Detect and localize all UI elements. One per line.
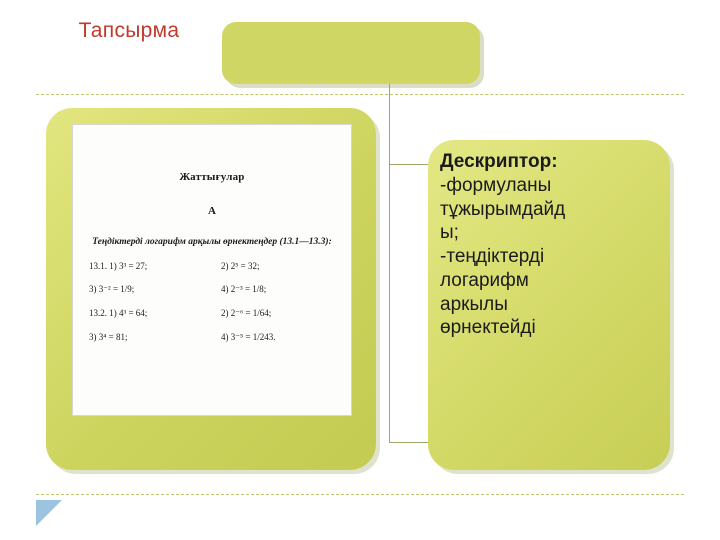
worksheet-cell: 2) 2⁻⁶ = 1/64; <box>221 308 272 318</box>
worksheet-cell: 2) 2⁵ = 32; <box>221 261 260 271</box>
worksheet-cell: 3) 3⁴ = 81; <box>89 332 128 342</box>
bottom-divider <box>36 494 684 495</box>
worksheet-cell: 13.1. 1) 3³ = 27; <box>89 261 148 271</box>
dashed-line-left <box>36 94 388 95</box>
worksheet-title: Жаттығулар <box>179 171 245 183</box>
connector-line-vertical <box>389 54 390 442</box>
connector-line-middle <box>389 164 433 165</box>
accent-triangle-icon <box>36 500 62 526</box>
descriptor-line: ы; <box>440 222 459 244</box>
descriptor-heading: Дескриптор: <box>440 151 558 172</box>
descriptor-text-block <box>440 150 658 340</box>
page-title: Тапсырма <box>78 19 180 42</box>
descriptor-line: логарифм <box>440 269 529 291</box>
descriptor-line: -теңдіктерді <box>440 246 545 267</box>
dashed-line-right <box>390 94 684 95</box>
worksheet-row <box>89 284 337 295</box>
worksheet-row <box>89 308 337 319</box>
title-box <box>222 22 480 84</box>
worksheet-image <box>72 124 352 416</box>
worksheet-cell: 4) 2⁻³ = 1/8; <box>221 284 267 294</box>
worksheet-cell: 13.2. 1) 4³ = 64; <box>89 308 148 318</box>
worksheet-cell: 4) 3⁻⁵ = 1/243. <box>221 332 276 342</box>
worksheet-row <box>89 332 337 343</box>
worksheet-rows <box>73 261 351 343</box>
worksheet-section-letter: А <box>208 205 216 217</box>
worksheet-instruction: Теңдіктерді логарифм арқылы өрнектеңдер (13.1—13.3): <box>92 237 332 247</box>
descriptor-line: аркылы <box>440 293 508 315</box>
descriptor-line: тұжырымдайд <box>440 198 566 220</box>
worksheet-cell: 3) 3⁻² = 1/9; <box>89 284 135 294</box>
worksheet-row <box>89 261 337 271</box>
descriptor-line: өрнектейді <box>440 317 536 339</box>
descriptor-line: -формуланы <box>440 174 552 196</box>
